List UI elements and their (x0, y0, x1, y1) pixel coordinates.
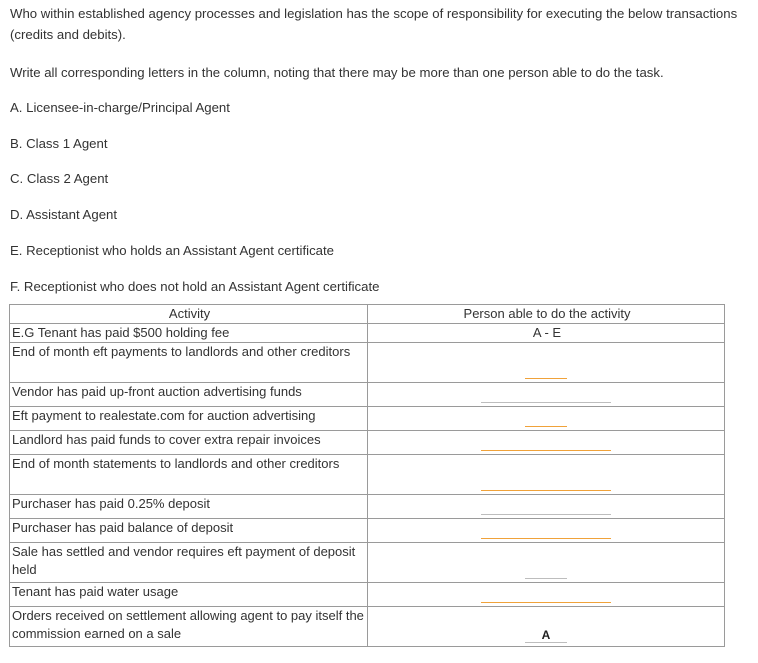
answer-blank[interactable] (525, 564, 567, 579)
table-row (10, 583, 725, 607)
answer-blank[interactable]: A (525, 628, 567, 643)
table-row (10, 431, 725, 455)
activity-cell: Sale has settled and vendor requires eft payment of deposit held (10, 543, 368, 583)
option-b: B. Class 1 Agent (10, 136, 108, 151)
answer-cell (368, 607, 725, 647)
option-e: E. Receptionist who holds an Assistant Agent certificate (10, 243, 335, 258)
table-row (10, 455, 725, 495)
answer-blank[interactable] (525, 412, 567, 427)
table-row (10, 607, 725, 647)
answer-blank[interactable] (481, 588, 611, 603)
activity-table (9, 304, 725, 647)
activity-cell: End of month eft payments to landlords and other creditors (10, 343, 368, 383)
activity-cell: Purchaser has paid 0.25% deposit (10, 495, 368, 519)
answer-cell (368, 543, 725, 583)
table-row (10, 543, 725, 583)
option-f: F. Receptionist who does not hold an Assistant Agent certificate (10, 279, 380, 294)
table-header-row (10, 305, 725, 324)
activity-cell: End of month statements to landlords and other creditors (10, 455, 368, 495)
activity-cell: Landlord has paid funds to cover extra repair invoices (10, 431, 368, 455)
answer-blank[interactable] (481, 388, 611, 403)
table-row (10, 343, 725, 383)
answer-cell (368, 383, 725, 407)
option-d: D. Assistant Agent (10, 207, 118, 222)
header-person: Person able to do the activity (368, 305, 725, 324)
answer-cell (368, 407, 725, 431)
answer-blank[interactable] (481, 524, 611, 539)
option-a: A. Licensee-in-charge/Principal Agent (10, 100, 230, 115)
example-answer: A - E (368, 324, 725, 343)
answer-blank[interactable] (525, 364, 567, 379)
question-intro: Who within established agency processes and legislation has the scope of responsibility for executing the below transactions (credits and debits). (10, 6, 738, 42)
activity-cell: Tenant has paid water usage (10, 583, 368, 607)
table-row (10, 495, 725, 519)
example-activity: E.G Tenant has paid $500 holding fee (10, 324, 368, 343)
answer-blank[interactable] (481, 500, 611, 515)
activity-cell: Orders received on settlement allowing agent to pay itself the commission earned on a sale (10, 607, 368, 647)
activity-cell: Purchaser has paid balance of deposit (10, 519, 368, 543)
answer-cell (368, 519, 725, 543)
option-c: C. Class 2 Agent (10, 171, 109, 186)
activity-cell: Vendor has paid up-front auction advertising funds (10, 383, 368, 407)
answer-cell (368, 583, 725, 607)
question-instruction: Write all corresponding letters in the column, noting that there may be more than one person able to do the task. (10, 65, 664, 80)
example-row (10, 324, 725, 343)
activity-cell: Eft payment to realestate.com for auction advertising (10, 407, 368, 431)
table-row (10, 519, 725, 543)
answer-cell (368, 495, 725, 519)
answer-blank[interactable] (481, 436, 611, 451)
table-row (10, 407, 725, 431)
header-activity: Activity (10, 305, 368, 324)
answer-blank[interactable] (481, 476, 611, 491)
answer-cell (368, 455, 725, 495)
answer-cell (368, 343, 725, 383)
answer-cell (368, 431, 725, 455)
table-row (10, 383, 725, 407)
